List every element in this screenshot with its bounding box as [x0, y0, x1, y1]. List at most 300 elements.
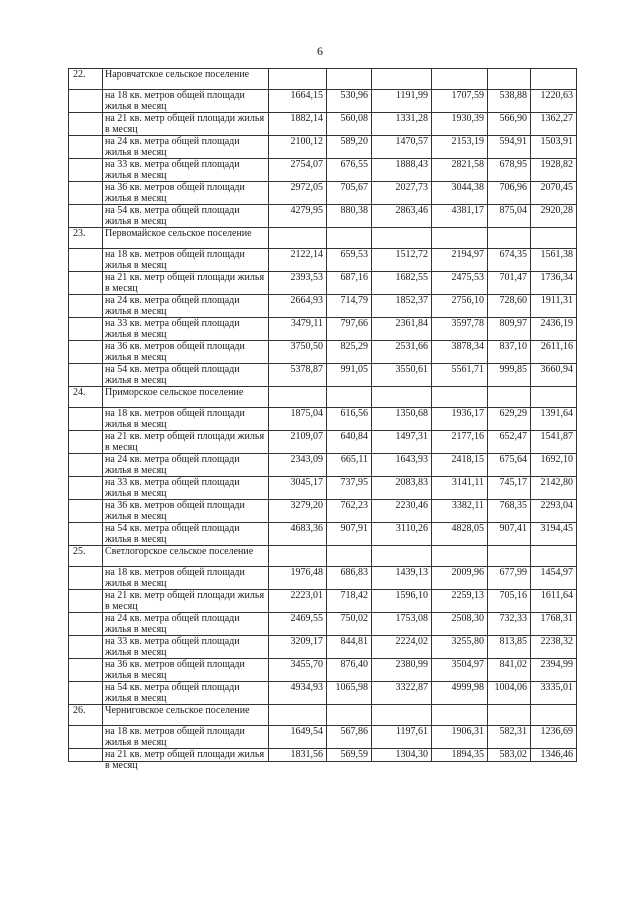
row-label-text: на 21 кв. метр общей площади жилья в месяц — [105, 431, 265, 453]
value-cell: 640,84 — [327, 431, 372, 454]
row-label — [103, 431, 269, 454]
value-cell: 880,38 — [327, 205, 372, 228]
value-cell: 1736,34 — [531, 272, 577, 295]
value-cell: 686,83 — [327, 567, 372, 590]
row-label-text: на 33 кв. метра общей площади жилья в месяц — [105, 159, 240, 181]
value-cell: 676,55 — [327, 159, 372, 182]
value-cell: 2259,13 — [432, 590, 488, 613]
value-cell: 3045,17 — [269, 477, 327, 500]
value-cell: 3209,17 — [269, 636, 327, 659]
value-cell: 2153,19 — [432, 136, 488, 159]
section-title: Первомайское сельское поселение — [103, 228, 269, 249]
value-cell: 4279,95 — [269, 205, 327, 228]
table-row — [69, 590, 577, 613]
value-cell: 1439,13 — [372, 567, 432, 590]
value-cell: 1911,31 — [531, 295, 577, 318]
row-label — [103, 613, 269, 636]
value-cell: 2508,30 — [432, 613, 488, 636]
row-label — [103, 523, 269, 546]
value-cell: 675,64 — [488, 454, 531, 477]
value-cell: 594,91 — [488, 136, 531, 159]
value-cell: 3750,50 — [269, 341, 327, 364]
value-cell: 732,33 — [488, 613, 531, 636]
value-cell: 701,47 — [488, 272, 531, 295]
value-cell: 3504,97 — [432, 659, 488, 682]
value-cell: 1928,82 — [531, 159, 577, 182]
section-header-row — [69, 228, 577, 249]
value-cell: 5378,87 — [269, 364, 327, 387]
row-label-text: на 18 кв. метров общей площади жилья в месяц — [105, 408, 245, 430]
page-number: 6 — [317, 44, 323, 58]
value-cell: 705,16 — [488, 590, 531, 613]
value-cell: 1936,17 — [432, 408, 488, 431]
row-label-text: на 36 кв. метров общей площади жилья в месяц — [105, 341, 245, 363]
value-cell: 2224,02 — [372, 636, 432, 659]
value-cell: 907,91 — [327, 523, 372, 546]
section-number: 22. — [69, 69, 103, 90]
value-cell: 677,99 — [488, 567, 531, 590]
index-cell — [69, 249, 103, 272]
value-cell: 841,02 — [488, 659, 531, 682]
value-cell: 2122,14 — [269, 249, 327, 272]
index-cell — [69, 90, 103, 113]
value-cell: 1065,98 — [327, 682, 372, 705]
empty-cell — [372, 387, 432, 408]
empty-cell — [432, 228, 488, 249]
value-cell: 825,29 — [327, 341, 372, 364]
value-cell: 5561,71 — [432, 364, 488, 387]
empty-cell — [269, 228, 327, 249]
value-cell: 4381,17 — [432, 205, 488, 228]
table-row — [69, 523, 577, 546]
section-title: Черниговское сельское поселение — [103, 705, 269, 726]
empty-cell — [327, 387, 372, 408]
value-cell: 3141,11 — [432, 477, 488, 500]
value-cell: 2109,07 — [269, 431, 327, 454]
table-row — [69, 295, 577, 318]
row-label-text: на 18 кв. метров общей площади жилья в месяц — [105, 90, 245, 112]
value-cell: 2361,84 — [372, 318, 432, 341]
value-cell: 809,97 — [488, 318, 531, 341]
value-cell: 2194,97 — [432, 249, 488, 272]
empty-cell — [531, 705, 577, 726]
value-cell: 2972,05 — [269, 182, 327, 205]
value-cell: 907,41 — [488, 523, 531, 546]
value-cell: 876,40 — [327, 659, 372, 682]
value-cell: 1470,57 — [372, 136, 432, 159]
empty-cell — [488, 705, 531, 726]
value-cell: 2436,19 — [531, 318, 577, 341]
row-label-text: на 33 кв. метра общей площади жилья в месяц — [105, 318, 240, 340]
row-label — [103, 136, 269, 159]
table-row — [69, 364, 577, 387]
value-cell: 1191,99 — [372, 90, 432, 113]
table-row — [69, 408, 577, 431]
index-cell — [69, 636, 103, 659]
empty-cell — [488, 387, 531, 408]
value-cell: 813,85 — [488, 636, 531, 659]
empty-cell — [269, 387, 327, 408]
table-body — [69, 69, 577, 771]
row-label-text: на 36 кв. метров общей площади жилья в месяц — [105, 500, 245, 522]
value-cell: 2920,28 — [531, 205, 577, 228]
row-label — [103, 249, 269, 272]
value-cell: 1894,35 — [432, 749, 488, 762]
value-cell: 1197,61 — [372, 726, 432, 749]
table-row — [69, 318, 577, 341]
empty-cell — [488, 228, 531, 249]
empty-cell — [372, 228, 432, 249]
value-cell: 1664,15 — [269, 90, 327, 113]
value-cell: 583,02 — [488, 749, 531, 762]
value-cell: 1497,31 — [372, 431, 432, 454]
empty-cell — [488, 69, 531, 90]
row-label — [103, 477, 269, 500]
value-cell: 1831,56 — [269, 749, 327, 762]
table-row — [69, 659, 577, 682]
value-cell: 2531,66 — [372, 341, 432, 364]
value-cell: 837,10 — [488, 341, 531, 364]
value-cell: 1391,64 — [531, 408, 577, 431]
value-cell: 3550,61 — [372, 364, 432, 387]
value-cell: 3279,20 — [269, 500, 327, 523]
value-cell: 560,08 — [327, 113, 372, 136]
empty-cell — [531, 387, 577, 408]
rates-table — [68, 68, 577, 771]
value-cell: 1304,30 — [372, 749, 432, 762]
value-cell: 3382,11 — [432, 500, 488, 523]
index-cell — [69, 749, 103, 762]
row-label-text: на 36 кв. метров общей площади жилья в месяц — [105, 182, 245, 204]
value-cell: 3455,70 — [269, 659, 327, 682]
value-cell: 999,85 — [488, 364, 531, 387]
value-cell: 2293,04 — [531, 500, 577, 523]
empty-cell — [531, 228, 577, 249]
index-cell — [69, 408, 103, 431]
value-cell: 1220,63 — [531, 90, 577, 113]
row-label — [103, 205, 269, 228]
value-cell: 4828,05 — [432, 523, 488, 546]
empty-cell — [432, 705, 488, 726]
index-cell — [69, 567, 103, 590]
table-row — [69, 613, 577, 636]
empty-cell — [531, 69, 577, 90]
index-cell — [69, 113, 103, 136]
value-cell: 2475,53 — [432, 272, 488, 295]
value-cell: 797,66 — [327, 318, 372, 341]
value-cell: 674,35 — [488, 249, 531, 272]
value-cell: 3255,80 — [432, 636, 488, 659]
table-row — [69, 205, 577, 228]
value-cell: 1331,28 — [372, 113, 432, 136]
row-label-text: на 21 кв. метр общей площади жилья в месяц — [105, 272, 265, 294]
value-cell: 3335,01 — [531, 682, 577, 705]
value-cell: 2230,46 — [372, 500, 432, 523]
index-cell — [69, 318, 103, 341]
value-cell: 2100,12 — [269, 136, 327, 159]
value-cell: 1930,39 — [432, 113, 488, 136]
value-cell: 3110,26 — [372, 523, 432, 546]
row-label-text: на 21 кв. метр общей площади жилья в месяц — [105, 749, 265, 771]
table-row — [69, 136, 577, 159]
value-cell: 2821,58 — [432, 159, 488, 182]
row-label-text: на 54 кв. метра общей площади жилья в месяц — [105, 682, 240, 704]
empty-cell — [372, 546, 432, 567]
row-label — [103, 454, 269, 477]
value-cell: 2394,99 — [531, 659, 577, 682]
value-cell: 1768,31 — [531, 613, 577, 636]
section-number: 25. — [69, 546, 103, 567]
row-label-text: на 18 кв. метров общей площади жилья в месяц — [105, 249, 245, 271]
value-cell: 1882,14 — [269, 113, 327, 136]
row-label — [103, 159, 269, 182]
index-cell — [69, 136, 103, 159]
value-cell: 2238,32 — [531, 636, 577, 659]
value-cell: 714,79 — [327, 295, 372, 318]
empty-cell — [432, 546, 488, 567]
section-header-row — [69, 387, 577, 408]
value-cell: 718,42 — [327, 590, 372, 613]
value-cell: 652,47 — [488, 431, 531, 454]
value-cell: 629,29 — [488, 408, 531, 431]
value-cell: 678,95 — [488, 159, 531, 182]
row-label — [103, 364, 269, 387]
empty-cell — [327, 69, 372, 90]
empty-cell — [327, 228, 372, 249]
row-label — [103, 726, 269, 749]
value-cell: 616,56 — [327, 408, 372, 431]
value-cell: 750,02 — [327, 613, 372, 636]
value-cell: 3660,94 — [531, 364, 577, 387]
empty-cell — [488, 546, 531, 567]
value-cell: 2664,93 — [269, 295, 327, 318]
value-cell: 2142,80 — [531, 477, 577, 500]
empty-cell — [372, 69, 432, 90]
value-cell: 530,96 — [327, 90, 372, 113]
table-row — [69, 90, 577, 113]
value-cell: 768,35 — [488, 500, 531, 523]
value-cell: 1596,10 — [372, 590, 432, 613]
value-cell: 2611,16 — [531, 341, 577, 364]
empty-cell — [327, 546, 372, 567]
value-cell: 1649,54 — [269, 726, 327, 749]
value-cell: 3194,45 — [531, 523, 577, 546]
section-title: Наровчатское сельское поселение — [103, 69, 269, 90]
empty-cell — [327, 705, 372, 726]
row-label — [103, 318, 269, 341]
index-cell — [69, 295, 103, 318]
value-cell: 1707,59 — [432, 90, 488, 113]
value-cell: 2418,15 — [432, 454, 488, 477]
row-label — [103, 295, 269, 318]
value-cell: 2380,99 — [372, 659, 432, 682]
table-row — [69, 567, 577, 590]
value-cell: 991,05 — [327, 364, 372, 387]
empty-cell — [372, 705, 432, 726]
row-label-text: на 54 кв. метра общей площади жилья в месяц — [105, 205, 240, 227]
table-row — [69, 159, 577, 182]
value-cell: 4683,36 — [269, 523, 327, 546]
value-cell: 2756,10 — [432, 295, 488, 318]
row-label-text: на 24 кв. метра общей площади жилья в месяц — [105, 136, 240, 158]
value-cell: 2343,09 — [269, 454, 327, 477]
value-cell: 538,88 — [488, 90, 531, 113]
empty-cell — [432, 69, 488, 90]
row-label-text: на 24 кв. метра общей площади жилья в месяц — [105, 295, 240, 317]
table-row — [69, 682, 577, 705]
empty-cell — [269, 69, 327, 90]
value-cell: 745,17 — [488, 477, 531, 500]
table-row — [69, 454, 577, 477]
index-cell — [69, 205, 103, 228]
value-cell: 589,20 — [327, 136, 372, 159]
value-cell: 706,96 — [488, 182, 531, 205]
value-cell: 1888,43 — [372, 159, 432, 182]
index-cell — [69, 431, 103, 454]
value-cell: 4999,98 — [432, 682, 488, 705]
value-cell: 567,86 — [327, 726, 372, 749]
value-cell: 2027,73 — [372, 182, 432, 205]
index-cell — [69, 726, 103, 749]
section-number: 24. — [69, 387, 103, 408]
table-row — [69, 249, 577, 272]
value-cell: 1692,10 — [531, 454, 577, 477]
value-cell: 737,95 — [327, 477, 372, 500]
empty-cell — [432, 387, 488, 408]
table-row — [69, 726, 577, 749]
index-cell — [69, 477, 103, 500]
value-cell: 1852,37 — [372, 295, 432, 318]
table-row — [69, 182, 577, 205]
section-number: 23. — [69, 228, 103, 249]
row-label-text: на 33 кв. метра общей площади жилья в месяц — [105, 477, 240, 499]
value-cell: 3597,78 — [432, 318, 488, 341]
table-row — [69, 477, 577, 500]
row-label — [103, 590, 269, 613]
row-label-text: на 24 кв. метра общей площади жилья в месяц — [105, 613, 240, 635]
value-cell: 2754,07 — [269, 159, 327, 182]
table-row — [69, 749, 577, 762]
index-cell — [69, 500, 103, 523]
row-label-text: на 54 кв. метра общей площади жилья в месяц — [105, 364, 240, 386]
table-row — [69, 341, 577, 364]
index-cell — [69, 159, 103, 182]
section-header-row — [69, 705, 577, 726]
value-cell: 1512,72 — [372, 249, 432, 272]
row-label-text: на 54 кв. метра общей площади жилья в месяц — [105, 523, 240, 545]
value-cell: 1611,64 — [531, 590, 577, 613]
row-label — [103, 636, 269, 659]
row-label — [103, 272, 269, 295]
section-header-row — [69, 546, 577, 567]
value-cell: 3479,11 — [269, 318, 327, 341]
value-cell: 1875,04 — [269, 408, 327, 431]
index-cell — [69, 523, 103, 546]
section-header-row — [69, 69, 577, 90]
row-label — [103, 341, 269, 364]
value-cell: 2393,53 — [269, 272, 327, 295]
value-cell: 687,16 — [327, 272, 372, 295]
row-label — [103, 408, 269, 431]
value-cell: 1346,46 — [531, 749, 577, 762]
value-cell: 3044,38 — [432, 182, 488, 205]
value-cell: 1004,06 — [488, 682, 531, 705]
index-cell — [69, 682, 103, 705]
empty-cell — [269, 705, 327, 726]
value-cell: 566,90 — [488, 113, 531, 136]
value-cell: 1350,68 — [372, 408, 432, 431]
row-label — [103, 659, 269, 682]
value-cell: 2177,16 — [432, 431, 488, 454]
table-row — [69, 500, 577, 523]
value-cell: 762,23 — [327, 500, 372, 523]
value-cell: 1753,08 — [372, 613, 432, 636]
row-label — [103, 749, 269, 771]
row-label — [103, 567, 269, 590]
value-cell: 4934,93 — [269, 682, 327, 705]
value-cell: 844,81 — [327, 636, 372, 659]
value-cell: 1541,87 — [531, 431, 577, 454]
value-cell: 659,53 — [327, 249, 372, 272]
index-cell — [69, 590, 103, 613]
table-row — [69, 272, 577, 295]
row-label-text: на 36 кв. метров общей площади жилья в месяц — [105, 659, 245, 681]
row-label-text: на 33 кв. метра общей площади жилья в месяц — [105, 636, 240, 658]
value-cell: 1561,38 — [531, 249, 577, 272]
index-cell — [69, 364, 103, 387]
value-cell: 1906,31 — [432, 726, 488, 749]
table-row — [69, 636, 577, 659]
value-cell: 3878,34 — [432, 341, 488, 364]
empty-cell — [269, 546, 327, 567]
row-label — [103, 182, 269, 205]
value-cell: 2009,96 — [432, 567, 488, 590]
value-cell: 1454,97 — [531, 567, 577, 590]
value-cell: 875,04 — [488, 205, 531, 228]
value-cell: 2863,46 — [372, 205, 432, 228]
value-cell: 2083,83 — [372, 477, 432, 500]
value-cell: 1643,93 — [372, 454, 432, 477]
table-row — [69, 113, 577, 136]
value-cell: 1976,48 — [269, 567, 327, 590]
index-cell — [69, 182, 103, 205]
row-label-text: на 18 кв. метров общей площади жилья в месяц — [105, 726, 245, 748]
row-label-text: на 24 кв. метра общей площади жилья в месяц — [105, 454, 240, 476]
value-cell: 1503,91 — [531, 136, 577, 159]
row-label — [103, 90, 269, 113]
value-cell: 665,11 — [327, 454, 372, 477]
row-label — [103, 113, 269, 136]
value-cell: 728,60 — [488, 295, 531, 318]
index-cell — [69, 659, 103, 682]
section-title: Светлогорское сельское поселение — [103, 546, 269, 567]
index-cell — [69, 341, 103, 364]
row-label — [103, 500, 269, 523]
empty-cell — [531, 546, 577, 567]
value-cell: 2469,55 — [269, 613, 327, 636]
section-title: Приморское сельское поселение — [103, 387, 269, 408]
value-cell: 2070,45 — [531, 182, 577, 205]
value-cell: 3322,87 — [372, 682, 432, 705]
index-cell — [69, 272, 103, 295]
row-label-text: на 21 кв. метр общей площади жилья в месяц — [105, 113, 265, 135]
table-row — [69, 431, 577, 454]
index-cell — [69, 613, 103, 636]
index-cell — [69, 454, 103, 477]
row-label-text: на 18 кв. метров общей площади жилья в месяц — [105, 567, 245, 589]
value-cell: 1236,69 — [531, 726, 577, 749]
value-cell: 1682,55 — [372, 272, 432, 295]
